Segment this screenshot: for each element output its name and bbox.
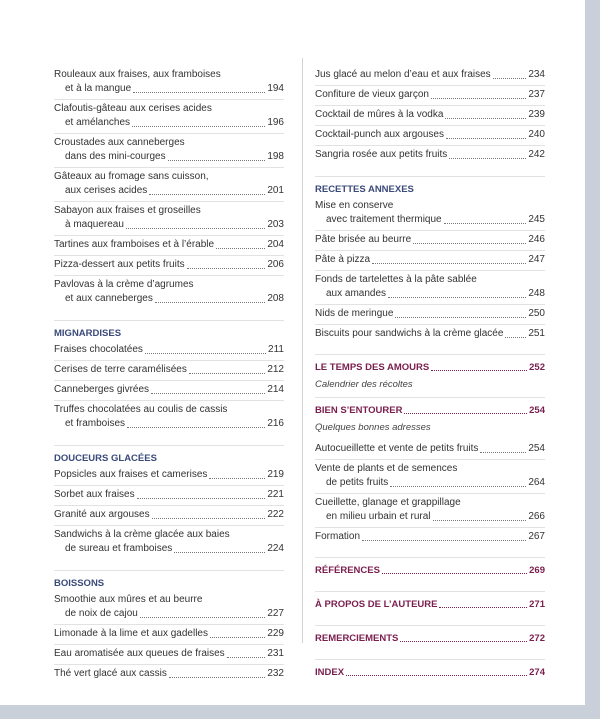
dot-leader [126,228,265,229]
spacer [315,547,545,557]
dot-leader [133,92,265,93]
entry-title: Clafoutis-gâteau aux cerises acides [54,103,212,114]
chapter-heading[interactable] [315,557,545,581]
page-number: 248 [528,288,545,299]
chapter-title: REMERCIEMENTS [315,633,399,644]
toc-entry[interactable] [54,341,284,360]
entry-title: Canneberges givrées [54,384,150,395]
entry-title-cont: à maquereau [65,219,124,230]
toc-entry[interactable] [54,505,284,525]
section-heading: MIGNARDISES [54,320,284,340]
dot-leader [152,518,266,519]
entry-title: Sorbet aux fraises [54,489,135,500]
entry-title: Granité aux argouses [54,509,150,520]
dot-leader [140,617,265,618]
dot-leader [372,263,526,264]
page-number: 250 [528,308,545,319]
toc-entry[interactable] [54,167,284,201]
chapter-subtitle: Calendrier des récoltes [315,379,413,390]
dot-leader [210,637,265,638]
dot-leader [168,160,266,161]
entry-title: Pâte à pizza [315,254,371,265]
entry-title: Formation [315,531,361,542]
page-number: 221 [267,489,284,500]
page-number: 239 [528,109,545,120]
page-number: 204 [267,239,284,250]
toc-entry[interactable] [315,270,545,304]
dot-leader [127,427,265,428]
toc-entry[interactable] [54,66,284,99]
entry-title: Rouleaux aux fraises, aux framboises [54,69,221,80]
page-number: 194 [267,83,284,94]
page-number: 214 [267,384,284,395]
entry-title: Cerises de terre caramélisées [54,364,187,375]
page-number: 227 [267,608,284,619]
entry-title: Truffes chocolatées au coulis de cassis [54,404,228,415]
page-number: 252 [529,362,545,373]
toc-entry[interactable] [54,133,284,167]
dot-leader [449,158,526,159]
toc-entry[interactable] [54,525,284,559]
toc-entry[interactable] [54,644,284,664]
entry-title: Limonade à la lime et aux gadelles [54,628,208,639]
page-number: 208 [267,293,284,304]
entry-title: Jus glacé au melon d’eau et aux fraises [315,69,491,80]
page-number: 264 [528,477,545,488]
spacer [315,581,545,591]
toc-right-column [315,66,545,683]
chapter-subtitle: Quelques bonnes adresses [315,422,431,433]
toc-entry[interactable] [315,304,545,324]
toc-entry[interactable] [315,230,545,250]
chapter-heading[interactable] [315,354,545,378]
page-number: 269 [529,565,545,576]
toc-entry[interactable] [54,360,284,380]
dot-leader [382,573,527,574]
dot-leader [137,498,266,499]
toc-entry[interactable] [315,250,545,270]
entry-title-cont: et aux canneberges [65,293,153,304]
entry-title: Mise en conserve [315,200,394,211]
entry-title: Pavlovas à la crème d’agrumes [54,279,194,290]
dot-leader [151,393,265,394]
section-heading: BOISSONS [54,570,284,590]
toc-entry[interactable] [315,440,545,459]
dot-leader [362,540,526,541]
dot-leader [400,641,527,642]
page-number: 245 [528,214,545,225]
column-separator [302,58,303,643]
dot-leader [145,353,266,354]
toc-entry[interactable] [315,459,545,493]
entry-title-cont: en milieu urbain et rural [326,511,431,522]
toc-entry[interactable] [315,493,545,527]
page-number: 206 [267,259,284,270]
dot-leader [404,413,527,414]
toc-entry[interactable] [54,485,284,505]
dot-leader [216,248,265,249]
toc-left-column [54,66,284,684]
entry-title: Fonds de tartelettes à la pâte sablée [315,274,477,285]
entry-title: Fraises chocolatées [54,344,143,355]
chapter-title: LE TEMPS DES AMOURS [315,362,430,373]
entry-title: Cocktail-punch aux argouses [315,129,444,140]
chapter-title: BIEN S’ENTOURER [315,405,403,416]
page-number: 196 [267,117,284,128]
toc-entry[interactable] [54,664,284,684]
entry-title: Sangria rosée aux petits fruits [315,149,448,160]
entry-title: Pâte brisée au beurre [315,234,412,245]
entry-title-cont: et à la mangue [65,83,132,94]
entry-title: Vente de plants et de semences [315,463,458,474]
entry-title: Eau aromatisée aux queues de fraises [54,648,225,659]
entry-title-cont: dans des mini-courges [65,151,166,162]
page-number: 229 [267,628,284,639]
dot-leader [149,194,265,195]
page-number: 251 [528,328,545,339]
toc-entry[interactable] [54,466,284,485]
page-number: 246 [528,234,545,245]
entry-title: Confiture de vieux garçon [315,89,429,100]
dot-leader [390,486,526,487]
dot-leader [395,317,526,318]
entry-title-cont: de noix de cajou [65,608,138,619]
dot-leader [189,373,265,374]
dot-leader [132,126,265,127]
dot-leader [413,243,526,244]
dot-leader [505,337,526,338]
toc-entry[interactable] [315,85,545,105]
toc-entry[interactable] [54,99,284,133]
page-number: 271 [529,599,545,610]
toc-entry[interactable] [315,125,545,145]
page-number: 240 [528,129,545,140]
entry-title: Pizza-dessert aux petits fruits [54,259,185,270]
dot-leader [169,677,265,678]
toc-entry[interactable] [54,235,284,255]
page-number: 232 [267,668,284,679]
entry-title: Autocueillette et vente de petits fruits [315,443,479,454]
page-number: 237 [528,89,545,100]
page-number: 212 [267,364,284,375]
toc-entry[interactable] [315,197,545,230]
chapter-title: À PROPOS DE L’AUTEURE [315,599,438,610]
toc-entry[interactable] [315,324,545,344]
page-number: 231 [267,648,284,659]
page-number: 242 [528,149,545,160]
toc-entry[interactable] [315,66,545,85]
entry-title: Sabayon aux fraises et groseilles [54,205,201,216]
entry-title: Gâteaux au fromage sans cuisson, [54,171,209,182]
page-number: 222 [267,509,284,520]
entry-title-cont: de petits fruits [326,477,389,488]
spacer [315,615,545,625]
section-heading: RECETTES ANNEXES [315,176,545,196]
entry-title-cont: avec traitement thermique [326,214,442,225]
entry-title-cont: aux amandes [326,288,387,299]
dot-leader [431,98,526,99]
page-number: 254 [528,443,545,454]
toc-entry[interactable] [54,380,284,400]
spacer [315,344,545,354]
toc-entry[interactable] [54,255,284,275]
toc-entry[interactable] [54,201,284,235]
toc-entry[interactable] [315,105,545,125]
page-number: 254 [529,405,545,416]
chapter-title: RÉFÉRENCES [315,565,380,576]
page-number: 211 [268,344,284,355]
dot-leader [155,302,265,303]
chapter-heading[interactable] [315,397,545,421]
dot-leader [187,268,266,269]
chapter-heading[interactable] [315,659,545,683]
entry-title: Cocktail de mûres à la vodka [315,109,444,120]
page-number: 201 [267,185,284,196]
entry-title: Thé vert glacé aux cassis [54,668,167,679]
dot-leader [433,520,527,521]
toc-entry[interactable] [54,624,284,644]
entry-title: Sandwichs à la crème glacée aux baies [54,529,230,540]
page-number: 216 [267,418,284,429]
entry-title: Croustades aux canneberges [54,137,185,148]
dot-leader [480,452,526,453]
page-number: 224 [267,543,284,554]
toc-entry[interactable] [54,275,284,309]
chapter-heading[interactable] [315,591,545,615]
page-number: 267 [528,531,545,542]
dot-leader [439,607,527,608]
page-number: 274 [529,667,545,678]
dot-leader [445,118,526,119]
dot-leader [493,78,527,79]
dot-leader [388,297,526,298]
entry-title-cont: et framboises [65,418,126,429]
page-number: 266 [528,511,545,522]
dot-leader [227,657,266,658]
chapter-title: INDEX [315,667,345,678]
section-heading: DOUCEURS GLACÉES [54,445,284,465]
dot-leader [431,370,527,371]
dot-leader [209,478,265,479]
page-number: 272 [529,633,545,644]
dot-leader [444,223,527,224]
toc-entry[interactable] [315,145,545,165]
entry-title: Popsicles aux fraises et camerises [54,469,208,480]
entry-title: Cueillette, glanage et grappillage [315,497,461,508]
entry-title-cont: aux cerises acides [65,185,148,196]
spacer [315,649,545,659]
entry-title: Tartines aux framboises et à l’érable [54,239,215,250]
dot-leader [346,675,527,676]
entry-title: Smoothie aux mûres et au beurre [54,594,203,605]
dot-leader [174,552,265,553]
entry-title: Biscuits pour sandwichs à la crème glacée [315,328,504,339]
toc-entry[interactable] [315,527,545,547]
entry-title: Nids de meringue [315,308,394,319]
entry-title-cont: de sureau et framboises [65,543,173,554]
page-number: 203 [267,219,284,230]
dot-leader [446,138,526,139]
entry-title-cont: et amélanches [65,117,131,128]
page-number: 219 [267,469,284,480]
toc-entry[interactable] [54,400,284,434]
page-number: 247 [528,254,545,265]
page-number: 198 [267,151,284,162]
toc-entry[interactable] [54,591,284,624]
chapter-heading[interactable] [315,625,545,649]
page-number: 234 [528,69,545,80]
